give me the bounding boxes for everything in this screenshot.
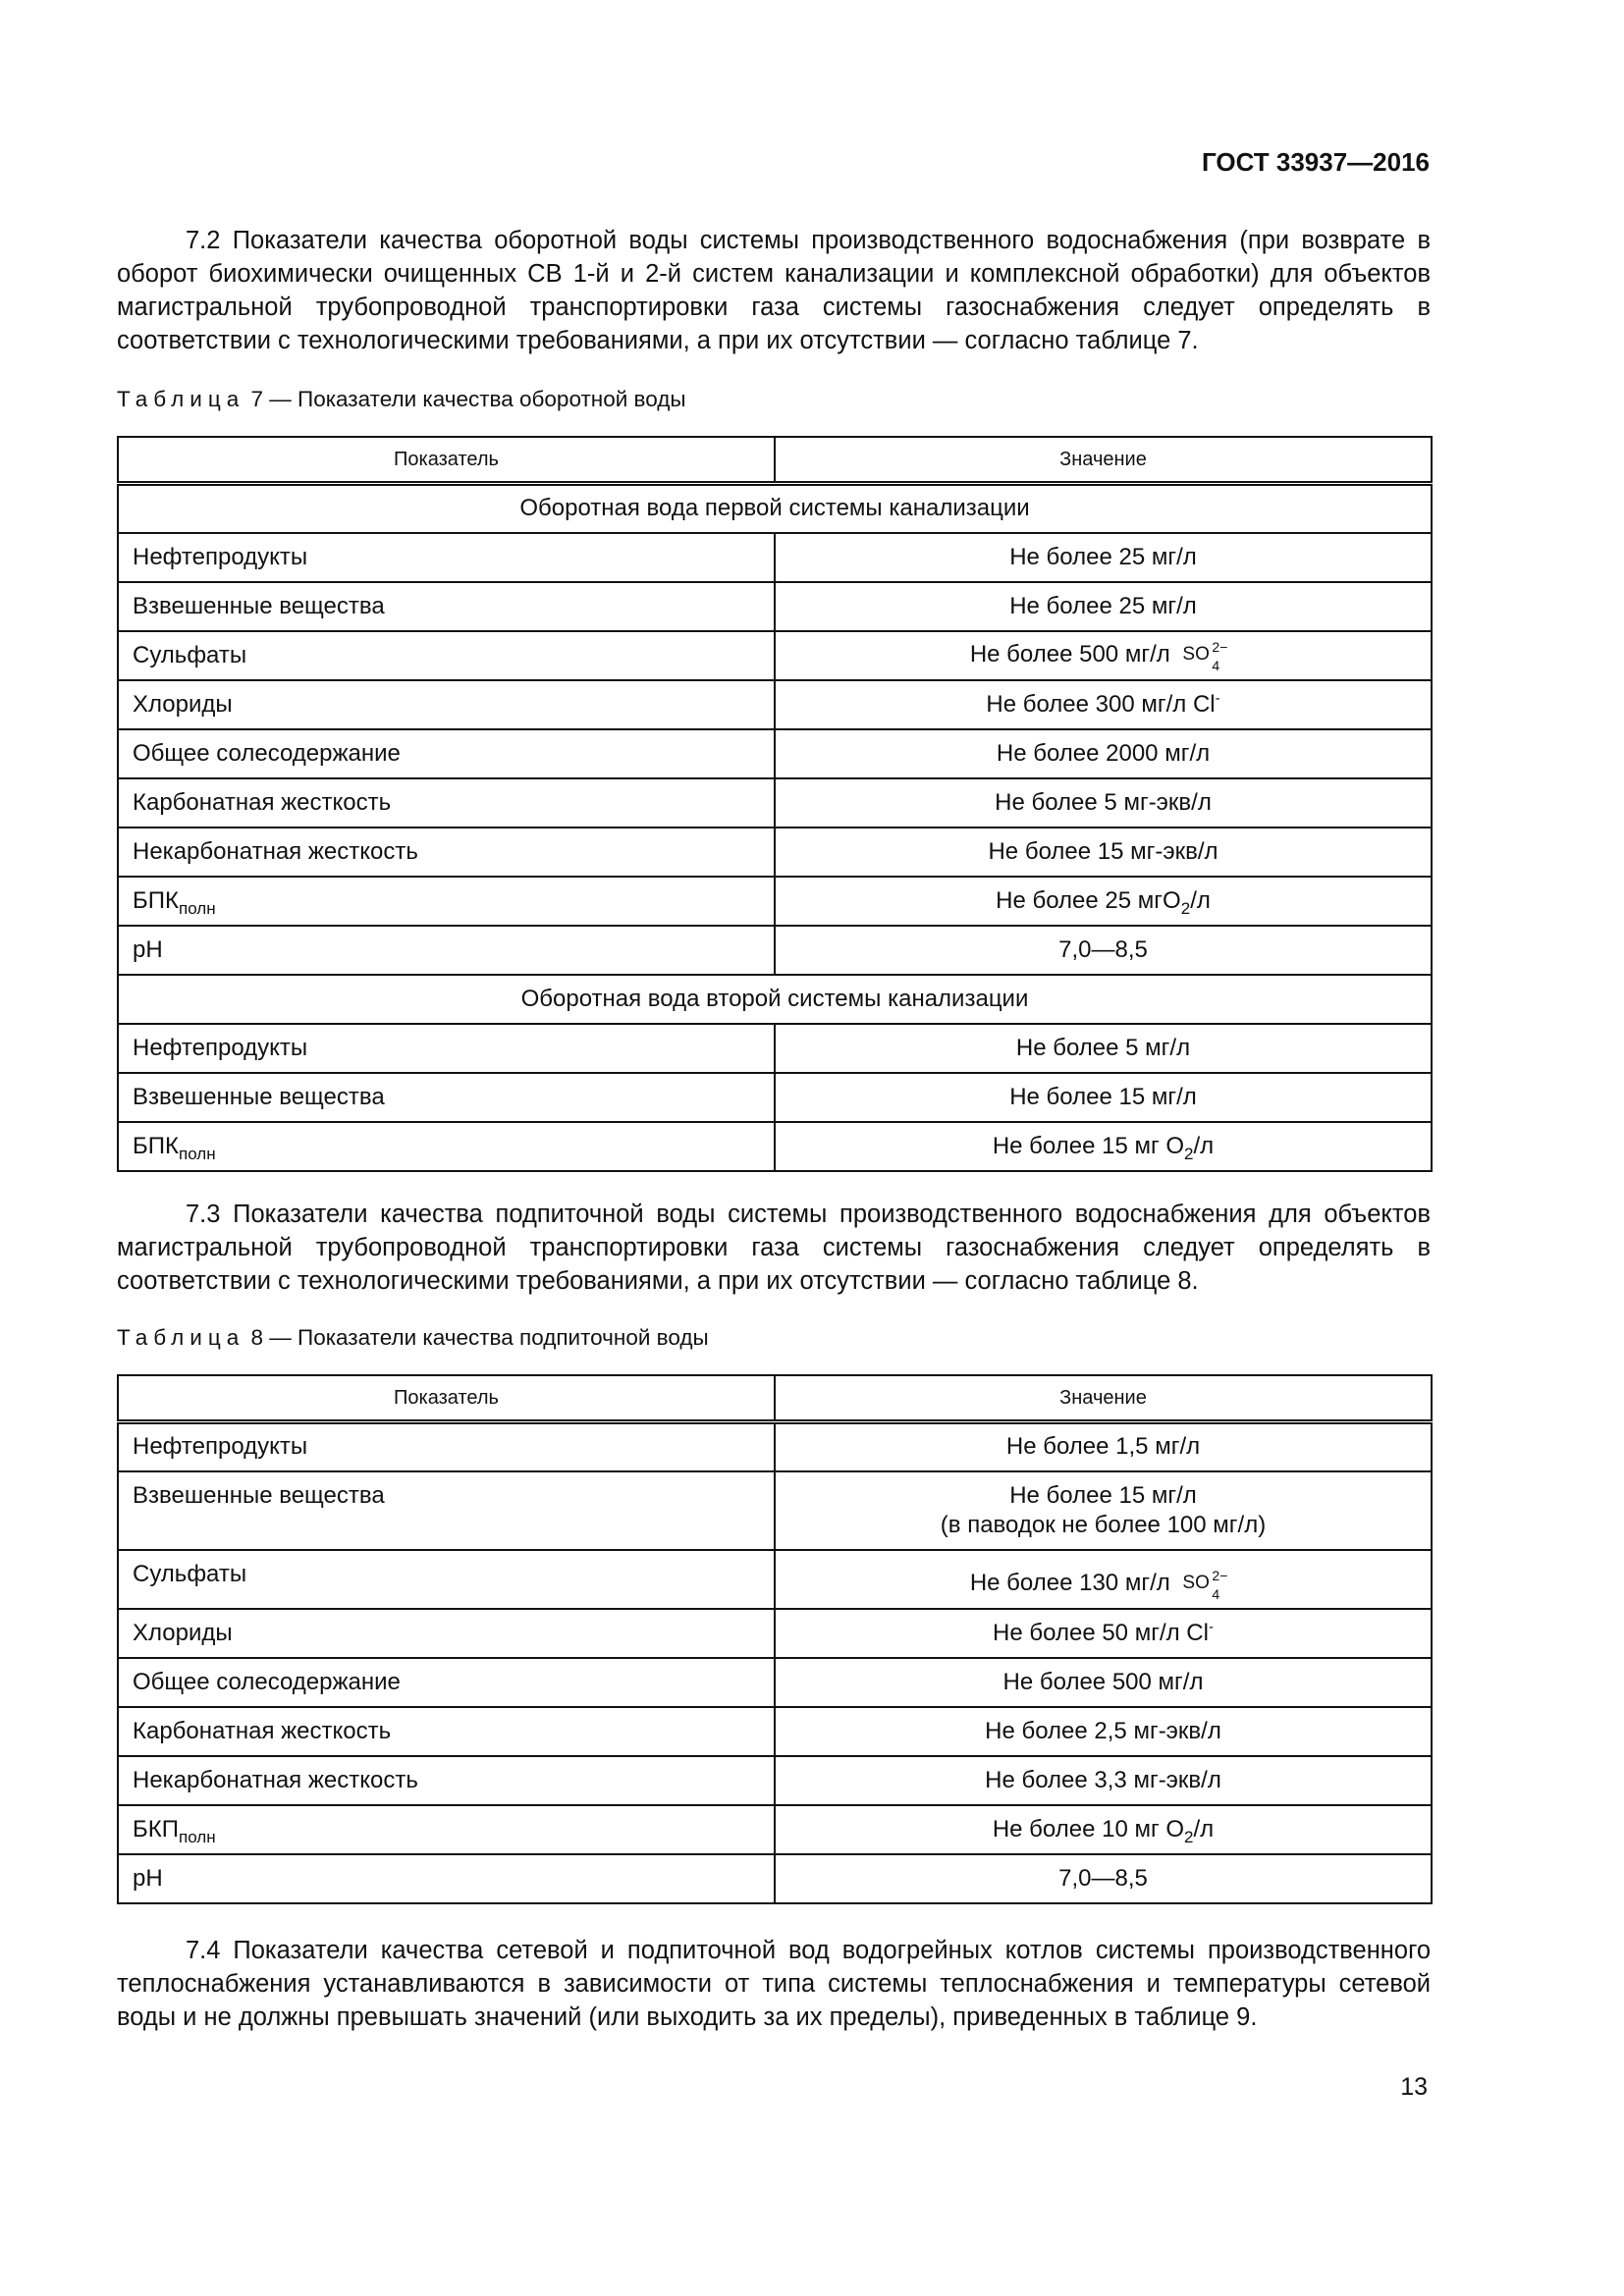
indicator-name: Сульфаты	[118, 1550, 775, 1609]
table-row	[118, 1024, 1432, 1073]
sulfate-symbol: SO	[1182, 643, 1210, 665]
table-row	[118, 631, 1432, 680]
sulfate-ion-formula	[1182, 638, 1236, 673]
indicator-value-cell	[775, 680, 1432, 729]
paragraph-7-4	[117, 1934, 1431, 2034]
indicator-value: 7,0—8,5	[775, 1854, 1432, 1903]
indicator-value: Не более 25 мгO	[996, 886, 1181, 914]
sulfate-index: 4	[1212, 657, 1220, 673]
indicator-name: Карбонатная жесткость	[118, 1707, 775, 1756]
table-row	[118, 533, 1432, 582]
table-row	[118, 1422, 1432, 1471]
table-row	[118, 1122, 1432, 1171]
indicator-value-cell	[775, 1471, 1432, 1550]
page-number: 13	[1400, 2073, 1428, 2101]
table-row	[118, 1756, 1432, 1805]
indicator-value: Не более 25 мг/л	[775, 582, 1432, 631]
paragraph-7-3-text: 7.3 Показатели качества подпиточной воды системы производственного водоснабжения для объектов магистральной трубопроводной транспортировки газа системы газоснабжения следует определять в соответствии с технологическими требованиями, а при их отсутствии — согласно таблице 8.	[117, 1201, 1431, 1295]
table-row	[118, 1073, 1432, 1122]
sulfate-ion-formula	[1182, 1567, 1236, 1602]
table-row	[118, 680, 1432, 729]
table-7-section-1: Оборотная вода первой системы канализации	[118, 484, 1432, 533]
indicator-value-cell	[775, 1609, 1432, 1658]
table-row	[118, 1805, 1432, 1854]
indicator-value: Не более 10 мг O	[992, 1815, 1185, 1842]
sulfate-charge: 2−	[1212, 638, 1228, 655]
paragraph-7-3	[117, 1198, 1431, 1298]
indicator-value: Не более 2000 мг/л	[775, 729, 1432, 778]
sulfate-charge: 2−	[1212, 1567, 1228, 1583]
indicator-value-cell	[775, 1122, 1432, 1171]
indicator-name: Взвешенные вещества	[118, 1471, 775, 1550]
indicator-value-subscript: 2	[1184, 1144, 1194, 1163]
table-7-caption-word: Таблица	[117, 387, 245, 411]
table-8	[117, 1374, 1433, 1904]
indicator-name: Общее солесодержание	[118, 1658, 775, 1707]
indicator-value: Не более 15 мг/л	[1009, 1481, 1197, 1509]
indicator-value-subscript: 2	[1184, 1827, 1194, 1846]
indicator-name: Карбонатная жесткость	[118, 778, 775, 828]
table-7	[117, 436, 1433, 1172]
indicator-value: Не более 300 мг/л Cl	[986, 690, 1216, 718]
indicator-value: Не более 15 мг O	[992, 1132, 1185, 1159]
indicator-value: 7,0—8,5	[775, 926, 1432, 975]
indicator-name-cell	[118, 1122, 775, 1171]
table-7-caption-title: 7 — Показатели качества оборотной воды	[250, 387, 686, 411]
table-row	[118, 778, 1432, 828]
table-8-caption	[117, 1325, 709, 1351]
indicator-name: Нефтепродукты	[118, 533, 775, 582]
table-row	[118, 877, 1432, 926]
table-8-caption-word: Таблица	[117, 1325, 245, 1350]
indicator-name: БПК	[133, 886, 179, 914]
indicator-value-cell	[775, 1550, 1432, 1609]
table-7-header-row	[118, 437, 1432, 484]
table-8-col-indicator: Показатель	[118, 1375, 775, 1422]
table-row	[118, 1471, 1432, 1550]
indicator-value: Не более 50 мг/л Cl	[993, 1619, 1209, 1646]
indicator-value: Не более 1,5 мг/л	[775, 1422, 1432, 1471]
indicator-value-note: (в паводок не более 100 мг/л)	[940, 1511, 1267, 1538]
indicator-value-cell	[775, 631, 1432, 680]
indicator-name-cell	[118, 877, 775, 926]
indicator-value: Не более 15 мг-экв/л	[775, 828, 1432, 877]
indicator-name: БПК	[133, 1132, 179, 1159]
indicator-name: БКП	[133, 1815, 179, 1842]
sulfate-index: 4	[1212, 1585, 1220, 1602]
indicator-name-subscript: полн	[178, 1144, 216, 1163]
table-8-header-row	[118, 1375, 1432, 1422]
document-header: ГОСТ 33937—2016	[1202, 147, 1430, 177]
indicator-value: Не более 5 мг/л	[775, 1024, 1432, 1073]
indicator-name: Некарбонатная жесткость	[118, 1756, 775, 1805]
indicator-name: Нефтепродукты	[118, 1422, 775, 1471]
indicator-value: Не более 500 мг/л	[775, 1658, 1432, 1707]
indicator-value: Не более 2,5 мг-экв/л	[775, 1707, 1432, 1756]
indicator-value-cell	[775, 1805, 1432, 1854]
indicator-value: Не более 15 мг/л	[775, 1073, 1432, 1122]
indicator-name-subscript: полн	[178, 1827, 216, 1846]
indicator-name: Нефтепродукты	[118, 1024, 775, 1073]
table-row	[118, 828, 1432, 877]
table-row	[118, 926, 1432, 975]
indicator-value-unit: /л	[1193, 1815, 1215, 1842]
table-7-section-row	[118, 975, 1432, 1024]
indicator-value-subscript: 2	[1180, 898, 1191, 918]
indicator-name: Взвешенные вещества	[118, 1073, 775, 1122]
table-8-caption-title: 8 — Показатели качества подпиточной воды	[250, 1325, 709, 1350]
table-7-col-indicator: Показатель	[118, 437, 775, 484]
indicator-value-cell	[775, 877, 1432, 926]
table-row	[118, 1658, 1432, 1707]
indicator-value: Не более 3,3 мг-экв/л	[775, 1756, 1432, 1805]
table-row	[118, 1550, 1432, 1609]
chloride-charge: -	[1208, 1618, 1214, 1635]
indicator-name: Общее солесодержание	[118, 729, 775, 778]
table-7-section-row	[118, 484, 1432, 533]
table-row	[118, 1854, 1432, 1903]
table-7-section-2: Оборотная вода второй системы канализации	[118, 975, 1432, 1024]
indicator-name-subscript: полн	[178, 898, 216, 918]
indicator-name: Взвешенные вещества	[118, 582, 775, 631]
table-row	[118, 1707, 1432, 1756]
indicator-value: Не более 25 мг/л	[775, 533, 1432, 582]
indicator-name: Сульфаты	[118, 631, 775, 680]
table-7-caption	[117, 387, 686, 412]
paragraph-7-4-text: 7.4 Показатели качества сетевой и подпиточной вод водогрейных котлов системы производственного теплоснабжения устанавливаются в зависимости от типа системы теплоснабжения и температуры сетевой воды и не должны превышать значений (или выходить за их пределы), приведенных в таблице 9.	[117, 1937, 1431, 2031]
indicator-name: pH	[118, 1854, 775, 1903]
table-row	[118, 729, 1432, 778]
indicator-value: Не более 5 мг-экв/л	[775, 778, 1432, 828]
indicator-value: Не более 130 мг/л	[969, 1569, 1170, 1596]
indicator-name: pH	[118, 926, 775, 975]
indicator-name-cell	[118, 1805, 775, 1854]
table-row	[118, 1609, 1432, 1658]
paragraph-7-2	[117, 224, 1431, 357]
indicator-value-unit: /л	[1193, 1132, 1215, 1159]
sulfate-symbol: SO	[1182, 1572, 1210, 1593]
table-7-col-value: Значение	[775, 437, 1432, 484]
paragraph-7-2-text: 7.2 Показатели качества оборотной воды системы производственного водоснабжения (при возврате в оборот биохимически очищенных СВ 1-й и 2-й систем канализации и комплексной обработки) для объектов магистральной трубопроводной транспортировки газа системы газоснабжения следует определять в соответствии с технологическими требованиями, а при их отсутствии — согласно таблице 7.	[117, 227, 1431, 354]
table-row	[118, 582, 1432, 631]
indicator-name: Хлориды	[118, 680, 775, 729]
indicator-value: Не более 500 мг/л	[969, 640, 1170, 667]
chloride-charge: -	[1215, 689, 1220, 707]
indicator-name: Хлориды	[118, 1609, 775, 1658]
indicator-name: Некарбонатная жесткость	[118, 828, 775, 877]
indicator-value-unit: /л	[1190, 886, 1211, 914]
table-8-col-value: Значение	[775, 1375, 1432, 1422]
